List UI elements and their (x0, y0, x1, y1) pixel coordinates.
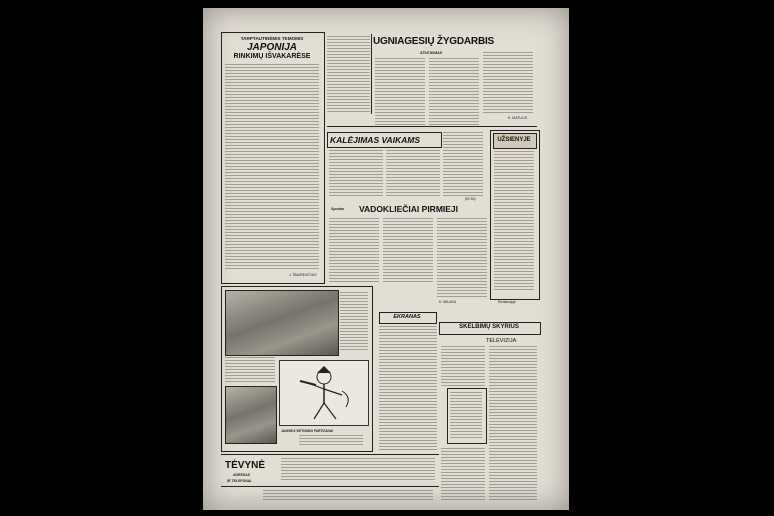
screens-listing (379, 326, 437, 450)
fire-subhead: ATSITIKIMAS (420, 51, 443, 55)
fire-signature: K. MATULIS (508, 116, 528, 120)
footer-body (281, 458, 435, 482)
side-box-title: UŽSIENYJE (497, 137, 531, 143)
prison-signature: (ELTA) (465, 197, 476, 201)
newspaper-page (203, 8, 569, 510)
ads-col1-bottom (441, 448, 485, 500)
photo-caption: JAUNIEJI VIETNAMO PARTIZANAI (281, 429, 334, 433)
photo-top-caption (340, 292, 368, 350)
sport-body-col2 (383, 218, 433, 282)
fire-body-col3 (483, 52, 533, 114)
top-hline (327, 126, 537, 127)
footer-line1: ADRESAS (233, 473, 251, 477)
sport-signature: K. MILAKA (439, 300, 457, 304)
side-box-body (494, 151, 534, 291)
sport-body-col3 (437, 218, 487, 298)
prison-body-col2 (386, 150, 440, 196)
footer-line2: IR TELEFONAI (227, 479, 252, 483)
left-kicker: TARPTAUTINĖMIS TEMOMIS (240, 36, 304, 41)
ads-title: SKELBIMŲ SKYRIUS (459, 324, 519, 330)
footer-imprint (263, 490, 433, 502)
left-headline-line1: JAPONIJA (246, 42, 297, 53)
cartoon-drawing (279, 360, 369, 426)
fire-headline: UGNIAGESIŲ ŽYGDARBIS (373, 36, 495, 47)
left-article-body (225, 64, 319, 270)
fire-body-col1 (375, 58, 425, 126)
prison-body-col3 (443, 132, 483, 196)
partisan-cartoon-icon (280, 361, 368, 425)
street-scene-photo (225, 386, 277, 444)
left-signature: J. ŠNUREVIČIUS (289, 273, 317, 277)
prison-headline: KALĖJIMAS VAIKAMS (330, 135, 421, 145)
screens-title: EKRANAS (393, 314, 421, 320)
ads-col2 (489, 346, 537, 500)
prison-body-col1 (329, 150, 383, 196)
sport-body-col1 (329, 218, 379, 282)
side-box-signature: Redakcijoje (498, 300, 517, 304)
footer-brand: TĖVYNĖ (225, 460, 266, 471)
ads-col1 (441, 346, 485, 386)
river-houses-photo (225, 290, 339, 356)
sport-headline: VADOKLIEČIAI PIRMIEJI (359, 204, 459, 214)
sport-kicker: Sportas (331, 207, 345, 211)
left-headline-line2: RINKIMŲ IŠVAKARĖSE (233, 53, 311, 60)
top-divider (371, 34, 372, 114)
footer-rule-bottom (221, 486, 439, 487)
photo-left-caption (225, 357, 275, 383)
tv-title: TELEVIZIJA (486, 338, 517, 344)
ads-inner-box-text (450, 392, 482, 438)
footer-rule (221, 454, 439, 455)
photo-caption-sub (299, 435, 363, 445)
fire-body-col2 (429, 58, 479, 126)
top-small-column (327, 36, 370, 112)
